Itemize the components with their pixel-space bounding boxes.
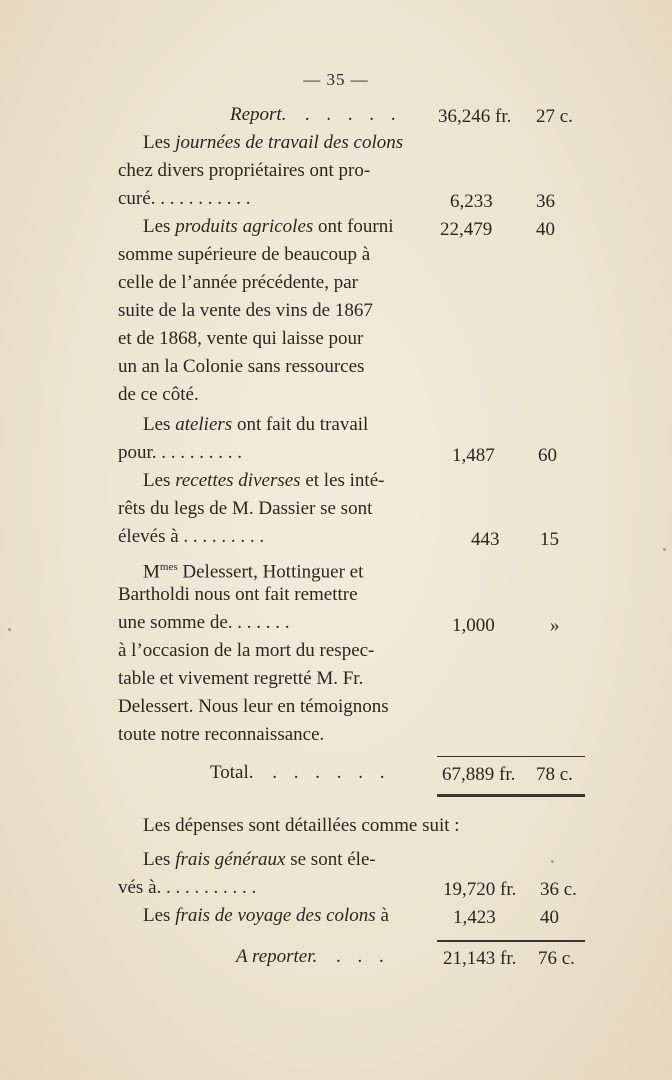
text-line: Delessert. Nous leur en témoignons	[118, 696, 389, 717]
text-line: vés à. . . . . . . . . . .	[118, 877, 257, 898]
text-line: Les journées de travail des colons	[143, 132, 404, 153]
text-line: rêts du legs de M. Dassier se sont	[118, 498, 373, 519]
text-line: pour. . . . . . . . . .	[118, 442, 243, 463]
amount-main: 6,233	[450, 191, 493, 212]
sum-rule	[437, 756, 585, 757]
text-line: de ce côté.	[118, 384, 199, 405]
expense-amount: 19,720 fr.	[443, 879, 517, 900]
total-rule	[437, 794, 585, 797]
report-amount: 36,246 fr.	[438, 106, 512, 127]
carry-amount: 21,143 fr.	[443, 948, 517, 969]
amount-main: 443	[471, 529, 500, 550]
total-cents: 78 c.	[536, 764, 573, 785]
paper-speck	[663, 548, 666, 551]
text-line: $M^{mes}$ Delessert, Hottinguer et	[143, 561, 364, 583]
page-number: — 35 —	[303, 70, 369, 89]
amount-cents: 15	[540, 529, 559, 550]
report-cents: 27 c.	[536, 106, 573, 127]
text-line: curé. . . . . . . . . . .	[118, 188, 251, 209]
amount-main: 1,487	[452, 445, 495, 466]
text-line: Bartholdi nous ont fait remettre	[118, 584, 358, 605]
amount-cents: 60	[538, 445, 557, 466]
text-line: table et vivement regretté M. Fr.	[118, 668, 364, 689]
text-line: Les recettes diverses et les inté-	[143, 470, 385, 491]
amount-main: 1,000	[452, 615, 495, 636]
text-line: élevés à . . . . . . . . .	[118, 526, 265, 547]
amount-cents: 36	[536, 191, 555, 212]
text-line: une somme de. . . . . . .	[118, 612, 290, 633]
amount-main: 22,479	[440, 219, 493, 240]
text-line: toute notre reconnaissance.	[118, 724, 325, 745]
text-line: suite de la vente des vins de 1867	[118, 300, 373, 321]
text-line: Les ateliers ont fait du travail	[143, 414, 369, 435]
carry-cents: 76 c.	[538, 948, 575, 969]
text-line: Les produits agricoles ont fourni	[143, 216, 394, 237]
text-line: celle de l’année précédente, par	[118, 272, 358, 293]
carry-label: A reporter. . . .	[236, 946, 390, 967]
report-label: Report. . . . . .	[230, 104, 402, 125]
amount-cents: »	[550, 615, 560, 636]
text-line: et de 1868, vente qui laisse pour	[118, 328, 364, 349]
expenses-intro: Les dépenses sont détaillées comme suit :	[143, 815, 460, 836]
text-line: à l’occasion de la mort du respec-	[118, 640, 375, 661]
total-amount: 67,889 fr.	[442, 764, 516, 785]
amount-cents: 40	[536, 219, 555, 240]
text-line: somme supérieure de beaucoup à	[118, 244, 371, 265]
paper-speck	[551, 860, 554, 863]
text-line: chez divers propriétaires ont pro-	[118, 160, 371, 181]
carry-rule	[437, 940, 585, 942]
total-label: Total. . . . . . .	[210, 762, 391, 783]
paper-speck	[8, 628, 11, 631]
expense-cents: 40	[540, 907, 559, 928]
text-line: Les frais généraux se sont éle-	[143, 849, 376, 870]
text-line: un an la Colonie sans ressources	[118, 356, 365, 377]
expense-amount: 1,423	[453, 907, 496, 928]
expense-cents: 36 c.	[540, 879, 577, 900]
text-line: Les frais de voyage des colons à	[143, 905, 389, 926]
